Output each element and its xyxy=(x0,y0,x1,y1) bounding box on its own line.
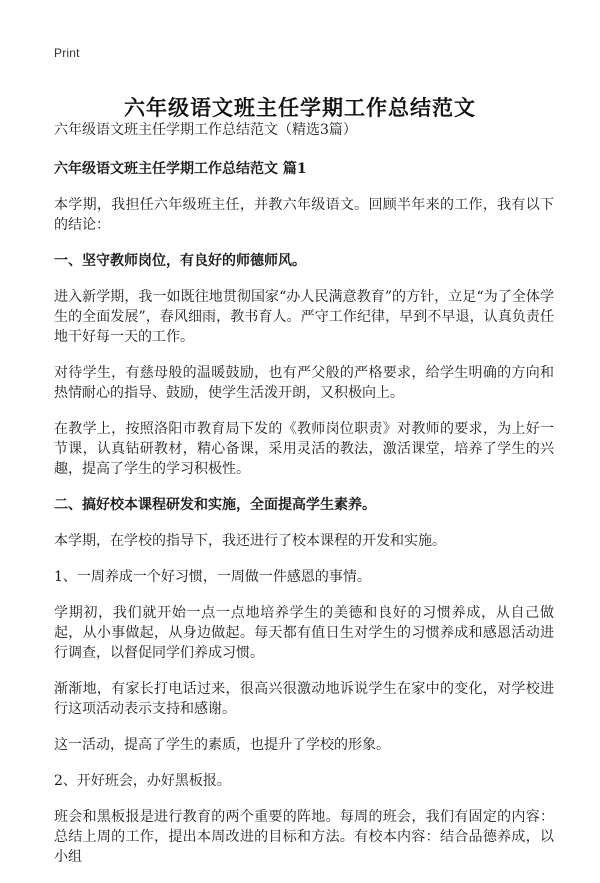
section-2-list-item: 2、开好班会，办好黑板报。 xyxy=(54,773,231,789)
section-2-heading: 二、搞好校本课程研发和实施，全面提高学生素养。 xyxy=(54,497,376,513)
page-title: 六年级语文班主任学期工作总结范文 xyxy=(124,95,476,121)
section-2-list-item: 1、一周养成一个好习惯，一周做一件感恩的事情。 xyxy=(54,569,371,585)
section-2-paragraph: 渐渐地，有家长打电话过来，很高兴很激动地诉说学生在家中的变化，对学校进行这项活动表示支持和感谢。 xyxy=(54,681,554,717)
article-heading: 六年级语文班主任学期工作总结范文 篇1 xyxy=(54,161,307,177)
section-2-paragraph: 学期初，我们就开始一点一点地培养学生的美德和良好的习惯养成，从自己做起，从小事做起，从身边做起。每天都有值日生对学生的习惯养成和感恩活动进行调查，以督促同学们养成习惯。 xyxy=(54,605,554,661)
section-1-paragraph: 进入新学期，我一如既往地贯彻国家“办人民满意教育”的方针，立足“为了全体学生的全面发展”，春风细雨，教书育人。严守工作纪律，早到不早退，认真负责任地干好每一天的工作。 xyxy=(54,289,554,345)
document-body xyxy=(54,120,554,883)
section-1-paragraph: 在教学上，按照洛阳市教育局下发的《教师岗位职责》对教师的要求，为上好一节课，认真钻研教材，精心备课，采用灵活的教法，激活课堂，培养了学生的兴趣，提高了学生的学习积极性。 xyxy=(54,421,554,477)
section-2-paragraph: 班会和黑板报是进行教育的两个重要的阵地。每周的班会，我们有固定的内容：总结上周的工作，提出本周改进的目标和方法。有校本内容：结合品德养成，以小组 xyxy=(54,809,554,865)
intro-paragraph: 本学期，我担任六年级班主任，并教六年级语文。回顾半年来的工作，我有以下的结论： xyxy=(54,197,554,233)
print-link[interactable]: Print xyxy=(54,46,80,60)
document-subtitle: 六年级语文班主任学期工作总结范文（精选3篇） xyxy=(54,122,357,138)
section-2-paragraph: 本学期，在学校的指导下，我还进行了校本课程的开发和实施。 xyxy=(54,533,446,549)
section-2-paragraph: 这一活动，提高了学生的素质，也提升了学校的形象。 xyxy=(54,737,390,753)
section-1-paragraph: 对待学生，有慈母般的温暖鼓励，也有严父般的严格要求，给学生明确的方向和热情耐心的指导、鼓励，使学生活泼开朗，又积极向上。 xyxy=(54,365,554,401)
section-1-heading: 一、坚守教师岗位，有良好的师德师风。 xyxy=(54,253,306,269)
